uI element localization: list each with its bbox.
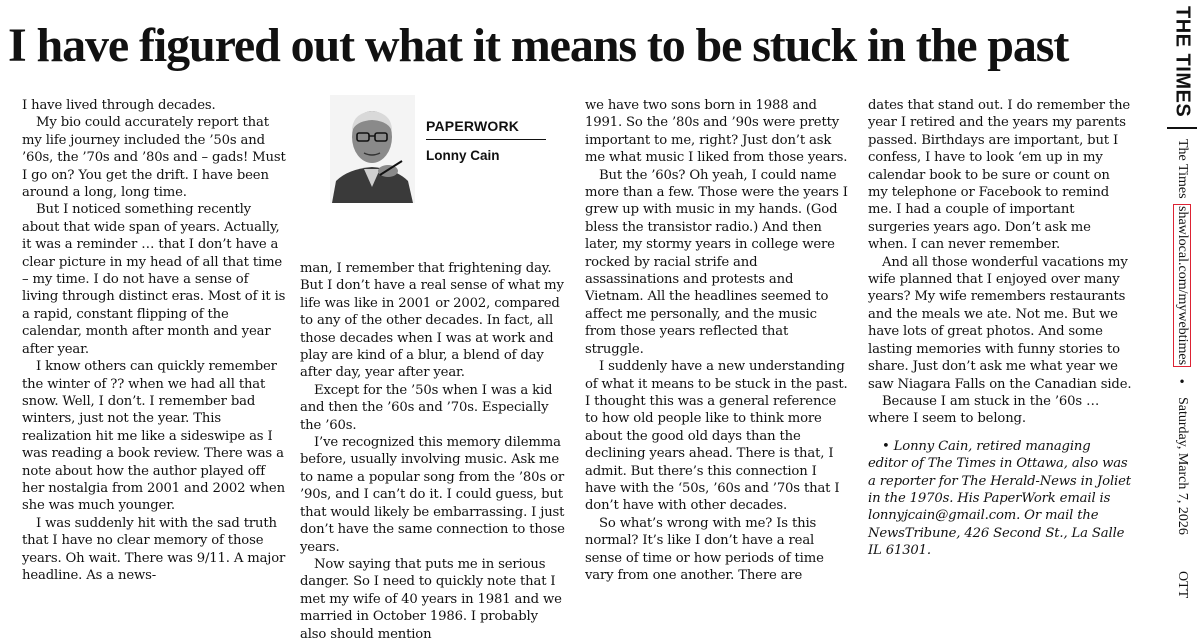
article-column-3 (585, 97, 850, 584)
paragraph: And all those wonderful vacations my wife planned that I enjoyed over many years? My wife remembers restaurants and the meals we ate. Not me. But we have lots of great photos. And some lasting memories with funny stories to share. Just don’t ask me what year we saw Niagara Falls on the Canadian side. (868, 254, 1132, 392)
divider (1167, 127, 1197, 129)
paragraph: I have lived through decades. (22, 98, 216, 113)
article-column-2 (300, 260, 565, 643)
headline: I have figured out what it means to be stuck in the past (8, 19, 1069, 72)
author-tagline: • Lonny Cain, retired managing editor of The Times in Ottawa, also was a reporter for The Herald-News in Joliet in the 1970s. His PaperWork email is lonnyjcain@gmail.com. Or mail the NewsTribune, 426 Second St., La Salle IL 61301. (868, 438, 1131, 559)
bullet-separator: • (1178, 375, 1186, 390)
paragraph: But I noticed something recently about that wide span of years. Actually, it was a reminder … that I don’t have a clear picture in my head of all that time – my time. I do not have a sense of living through distinct eras. Most of it is a rapid, constant flipping of the calendar, month after month and year after year. (22, 202, 286, 357)
paragraph: I know others can quickly remember the winter of ?? when we had all that snow. Well, I don’t. I remember bad winters, just not the year. This realization hit me like a sideswipe as I was reading a book review. There was a note about how the author played off her nostalgia from 2001 and 2002 when she was much younger. (22, 359, 285, 514)
paragraph: My bio could accurately report that my life journey included the ’50s and ’60s, the ’70s and ’80s and – gads! Must I go on? You get the drift. I have been around a long, long time. (22, 115, 286, 201)
paragraph: But the ’60s? Oh yeah, I could name more than a few. Those were the years I grew up with music in my hands. (God bless the transistor radio.) And then later, my stormy years in college were rocked by racial strife and assassinations and protests and Vietnam. All the headlines seemed to affect me personally, and the music from those years reflected that struggle. (585, 167, 848, 357)
paragraph: I’ve recognized this memory dilemma before, usually involving music. Ask me to name a popular song from the ’80s or ’90s, and I can’t do it. I could guess, but that would likely be embarrassing. I just don’t have the same connection to those years. (300, 435, 565, 555)
article-column-1 (22, 97, 287, 584)
column-standing-head (426, 118, 546, 163)
byline: Lonny Cain (426, 148, 500, 163)
column-tag: PAPERWORK (426, 118, 546, 140)
paragraph: Except for the ’50s when I was a kid and then the ’60s and ’70s. Especially the ’60s. (300, 382, 553, 433)
paragraph: Now saying that puts me in serious danger. So I need to quickly note that I met my wife of 40 years in 1981 and we married in October 1986. I probably also should mention (300, 556, 562, 642)
paragraph: dates that stand out. I do remember the year I retired and the years my parents passed. Birthdays are important, but I confess, I have to look ‘em up in my calendar book to be sure or count on my telephone or Facebook to remind me. I had a couple of important surgeries years ago. Don’t ask me when. I can never remember. (868, 98, 1131, 253)
paragraph: we have two sons born in 1988 and 1991. So the ’80s and ’90s were pretty important to me, right? Just don’t ask me what music I liked from those years. (585, 98, 848, 166)
edition-code: OTT (1175, 571, 1190, 599)
author-portrait-icon (330, 95, 415, 203)
website-link[interactable]: shawlocal.com/mywebtimes (1175, 206, 1190, 366)
paragraph: I suddenly have a new understanding of what it means to be stuck in the past. I thought this was a general reference to how old people like to think more about the good old days than the declining years ahead. There is that, I admit. But there’s this connection I have with the ‘50s, ’60s and ’70s that I don’t have with other decades. (585, 359, 848, 514)
page-sidebar (1160, 0, 1200, 640)
article-column-4 (868, 97, 1133, 560)
paragraph: I was suddenly hit with the sad truth that I have no clear memory of those years. Oh wait. There was 9/11. A major headline. As a news- (22, 515, 286, 583)
newspaper-brand: THE TIMES (1171, 6, 1194, 118)
author-photo (330, 95, 415, 203)
paragraph: So what’s wrong with me? Is this normal? It’s like I don’t have a real sense of time or how periods of time vary from one another. There are (585, 515, 824, 583)
issue-date: Saturday, March 7, 2026 (1175, 397, 1190, 536)
paragraph: man, I remember that frightening day. But I don’t have a real sense of what my life was like in 2001 or 2002, compared to any of the other decades. In fact, all those decades when I was at work and play are kind of a blur, a blend of day after day, year after year. (300, 261, 564, 381)
paragraph: Because I am stuck in the ’60s … where I seem to belong. (868, 393, 1100, 427)
paper-name: The Times (1175, 138, 1190, 199)
